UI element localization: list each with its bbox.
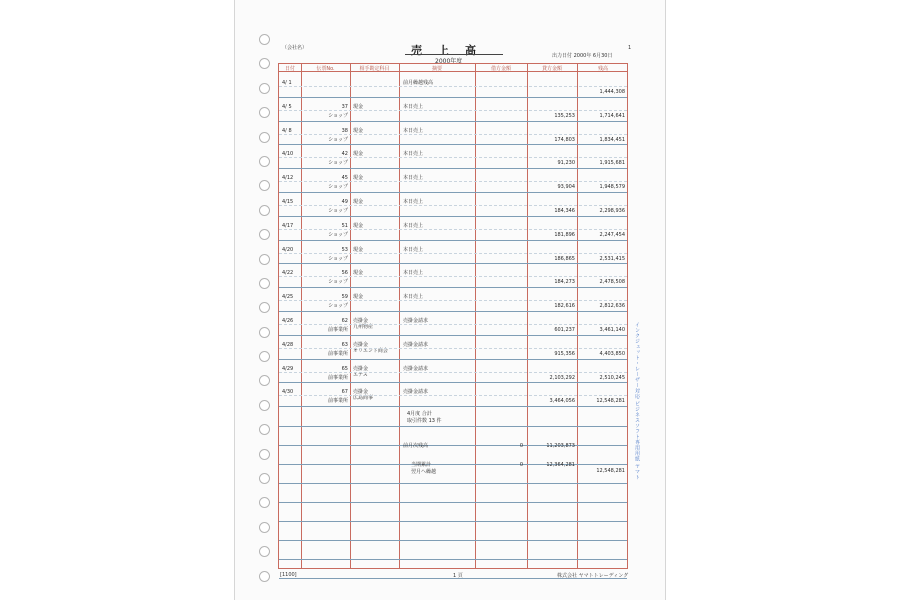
row-date: 4/17: [282, 222, 294, 229]
row-account: 売掛金: [353, 365, 369, 372]
binder-hole: [259, 229, 270, 240]
row-date: 4/ 5: [282, 103, 292, 110]
side-brand-text: インクジェット・レーザー対応 ビジネスソフト専用用紙 ヤマト: [634, 322, 640, 481]
row-balance: 2,531,415: [599, 255, 625, 262]
row-balance: 2,478,508: [599, 279, 625, 286]
footer-page: 1 頁: [453, 573, 463, 579]
page-title: 売上高: [411, 44, 492, 57]
period-credit: 11,203,873: [546, 443, 575, 449]
row-sub-rule: [279, 395, 627, 396]
row-rule: [279, 359, 627, 360]
row-description: 売掛金請求: [403, 318, 429, 324]
row-balance: 1,948,579: [599, 184, 625, 191]
column-header-balance: 残高: [597, 66, 608, 72]
binder-hole: [259, 400, 270, 411]
row-balance: 2,510,245: [599, 374, 625, 381]
row-balance: 1,915,681: [599, 160, 625, 167]
row-sub-label: ショップ: [328, 231, 348, 238]
title-underline: [405, 54, 503, 55]
row-sub-rule: [279, 300, 627, 301]
row-credit: 174,803: [554, 136, 575, 143]
row-sub-rule: [279, 205, 627, 206]
row-sub-label: ショップ: [328, 208, 348, 214]
row-sub-rule: [279, 134, 627, 135]
row-sub-rule: [279, 86, 627, 87]
row-date: 4/29: [282, 365, 294, 372]
column-header-description: 摘要: [431, 66, 442, 72]
empty-row-rule: [279, 483, 627, 484]
row-slip-no: 62: [341, 318, 348, 324]
carry-forward-label: 翌月へ繰越: [411, 469, 437, 475]
binder-hole: [259, 58, 270, 69]
row-rule: [279, 144, 627, 145]
page-number: 1: [628, 45, 632, 51]
binder-hole: [259, 375, 270, 386]
column-header-credit: 貸方金額: [541, 66, 562, 72]
row-sub-rule: [279, 181, 627, 182]
column-divider: [475, 64, 476, 568]
binder-hole: [259, 302, 270, 313]
row-balance: 2,298,936: [599, 208, 625, 214]
row-balance: 4,403,850: [599, 350, 625, 357]
row-rule: [279, 216, 627, 217]
row-credit: 915,356: [554, 350, 575, 357]
row-balance: 1,834,451: [599, 136, 625, 143]
row-date: 4/26: [282, 318, 294, 324]
column-header-debit: 借方金額: [490, 66, 511, 72]
binder-hole: [259, 205, 270, 216]
row-slip-no: 51: [341, 222, 348, 229]
row-account-detail: 九州物産: [353, 324, 374, 330]
row-credit: 186,865: [554, 255, 575, 262]
row-account-detail: エナス: [353, 371, 368, 378]
row-rule: [279, 240, 627, 241]
row-description: 本日売上: [403, 270, 424, 277]
row-balance: 2,812,636: [599, 303, 625, 310]
column-header-account: 相手勘定科目: [359, 66, 390, 72]
column-header-slip: 伝票No.: [316, 66, 335, 72]
row-rule: [279, 192, 627, 193]
row-slip-no: 42: [341, 151, 348, 158]
row-credit: 135,253: [554, 112, 575, 119]
row-account-detail: オリエント商会: [353, 347, 388, 354]
row-account: 現金: [353, 270, 364, 277]
period-debit: 0: [519, 443, 523, 449]
row-credit: 3,464,056: [549, 398, 575, 405]
row-slip-no: 45: [341, 175, 348, 182]
binder-hole: [259, 34, 270, 45]
row-sub-rule: [279, 348, 627, 349]
binder-hole: [259, 180, 270, 191]
binder-hole: [259, 327, 270, 338]
empty-row-rule: [279, 521, 627, 522]
binder-hole: [259, 473, 270, 484]
binder-hole: [259, 497, 270, 508]
transaction-count: 取引件数 13 件: [407, 418, 442, 424]
footer-code: [1100]: [280, 572, 297, 578]
binder-hole: [259, 254, 270, 265]
row-account: 現金: [353, 151, 364, 158]
ledger-sheet: [234, 0, 666, 600]
binder-holes: [259, 34, 273, 595]
empty-row-rule: [279, 502, 627, 503]
cumulative-credit: 12,364,281: [546, 462, 575, 468]
row-balance: 12,548,281: [596, 398, 625, 405]
row-date: 4/28: [282, 341, 294, 348]
cumulative-label: 当期累計: [411, 462, 432, 468]
binder-hole: [259, 351, 270, 362]
row-date: 4/30: [282, 389, 294, 396]
row-slip-no: 56: [341, 270, 348, 277]
ledger-table: [278, 63, 628, 569]
row-date: 4/10: [282, 151, 294, 158]
row-description: 本日売上: [403, 175, 424, 182]
row-description: 売掛金請求: [403, 389, 429, 396]
row-sub-rule: [279, 157, 627, 158]
row-rule: [279, 335, 627, 336]
row-date: 4/15: [282, 199, 294, 205]
row-description: 本日売上: [403, 151, 424, 158]
row-sub-rule: [279, 229, 627, 230]
row-description: 本日売上: [403, 199, 424, 205]
row-date: 4/22: [282, 270, 294, 277]
cumulative-balance: 12,548,281: [596, 468, 625, 474]
row-sub-label: ショップ: [328, 255, 348, 262]
row-slip-no: 59: [341, 294, 348, 301]
row-balance: 1,714,641: [599, 112, 625, 119]
row-date: 4/20: [282, 246, 294, 253]
row-sub-label: ショップ: [328, 160, 348, 167]
row-account: 売掛金: [353, 318, 369, 324]
row-sub-label: 前事業所: [327, 327, 348, 333]
row-date: 4/12: [282, 175, 294, 182]
row-sub-label: ショップ: [328, 303, 348, 310]
binder-hole: [259, 424, 270, 435]
row-sub-rule: [279, 110, 627, 111]
row-sub-label: 前事業所: [327, 350, 348, 357]
row-sub-label: ショップ: [328, 184, 348, 191]
row-account: 現金: [353, 246, 364, 253]
binder-hole: [259, 449, 270, 460]
month-total-label: 4月度 合計: [407, 411, 432, 417]
row-slip-no: 65: [341, 365, 348, 372]
row-sub-rule: [279, 372, 627, 373]
row-slip-no: 49: [341, 199, 348, 205]
column-divider: [527, 64, 528, 568]
row-rule: [279, 263, 627, 264]
row-description: 本日売上: [403, 103, 424, 110]
row-credit: 2,103,292: [549, 374, 575, 381]
row-account: 現金: [353, 103, 364, 110]
row-rule: [279, 287, 627, 288]
row-balance: 2,247,454: [599, 231, 625, 238]
cumulative-debit: 0: [519, 462, 523, 468]
row-sub-label: ショップ: [328, 279, 348, 286]
column-divider: [399, 64, 400, 568]
row-balance: 1,444,308: [599, 89, 625, 95]
binder-hole: [259, 156, 270, 167]
row-rule: [279, 168, 627, 169]
column-divider: [577, 64, 578, 568]
row-sub-label: 前事業所: [327, 398, 348, 405]
output-date: 出力日付 2000年 6月30日: [552, 53, 613, 59]
row-slip-no: 63: [341, 341, 348, 348]
empty-row-rule: [279, 540, 627, 541]
row-balance: 3,461,140: [599, 327, 625, 333]
row-account-detail: 広島商事: [353, 395, 374, 402]
column-header-date: 日付: [284, 66, 295, 72]
row-credit: 91,230: [557, 160, 575, 167]
row-credit: 184,346: [554, 208, 575, 214]
fiscal-year: 2000年度: [435, 58, 463, 65]
row-account: 現金: [353, 127, 364, 134]
row-rule: [279, 311, 627, 312]
row-description: 本日売上: [403, 222, 424, 229]
row-account: 現金: [353, 175, 364, 182]
row-sub-rule: [279, 276, 627, 277]
row-rule: [279, 382, 627, 383]
row-slip-no: 53: [341, 246, 348, 253]
row-sub-label: 前事業所: [327, 374, 348, 381]
row-date: 4/ 8: [282, 127, 292, 134]
row-rule: [279, 121, 627, 122]
row-account: 現金: [353, 294, 364, 301]
binder-hole: [259, 571, 270, 582]
row-slip-no: 67: [341, 389, 348, 396]
row-account: 売掛金: [353, 389, 369, 396]
row-sub-label: ショップ: [328, 112, 348, 119]
row-credit: 601,237: [554, 327, 575, 333]
row-description: 前月繰越残高: [403, 80, 434, 86]
row-slip-no: 37: [341, 103, 348, 110]
row-credit: 181,896: [554, 231, 575, 238]
row-rule: [279, 97, 627, 98]
empty-row-rule: [279, 559, 627, 560]
column-header-row: [279, 64, 627, 72]
binder-hole: [259, 546, 270, 557]
empty-row-rule: [279, 426, 627, 427]
column-divider: [350, 64, 351, 568]
row-date: 4/ 1: [282, 80, 292, 86]
row-slip-no: 38: [341, 127, 348, 134]
row-description: 本日売上: [403, 127, 424, 134]
period-label: 前月次残高: [403, 443, 429, 449]
row-rule: [279, 406, 627, 407]
row-credit: 182,616: [554, 303, 575, 310]
footer-company: 株式会社 ヤマトトレーディング: [557, 573, 629, 579]
row-credit: 93,904: [557, 184, 575, 191]
binder-hole: [259, 107, 270, 118]
row-account: 現金: [353, 199, 364, 205]
binder-hole: [259, 83, 270, 94]
row-date: 4/25: [282, 294, 294, 301]
row-description: 売掛金請求: [403, 365, 429, 372]
row-credit: 184,273: [554, 279, 575, 286]
row-sub-rule: [279, 324, 627, 325]
row-account: 現金: [353, 222, 364, 229]
binder-hole: [259, 132, 270, 143]
row-description: 売掛金請求: [403, 341, 429, 348]
row-description: 本日売上: [403, 294, 424, 301]
binder-hole: [259, 522, 270, 533]
row-description: 本日売上: [403, 246, 424, 253]
row-account: 売掛金: [353, 341, 369, 348]
row-sub-label: ショップ: [328, 136, 348, 143]
binder-hole: [259, 278, 270, 289]
company-label: （会社名）: [282, 45, 308, 51]
row-sub-rule: [279, 253, 627, 254]
